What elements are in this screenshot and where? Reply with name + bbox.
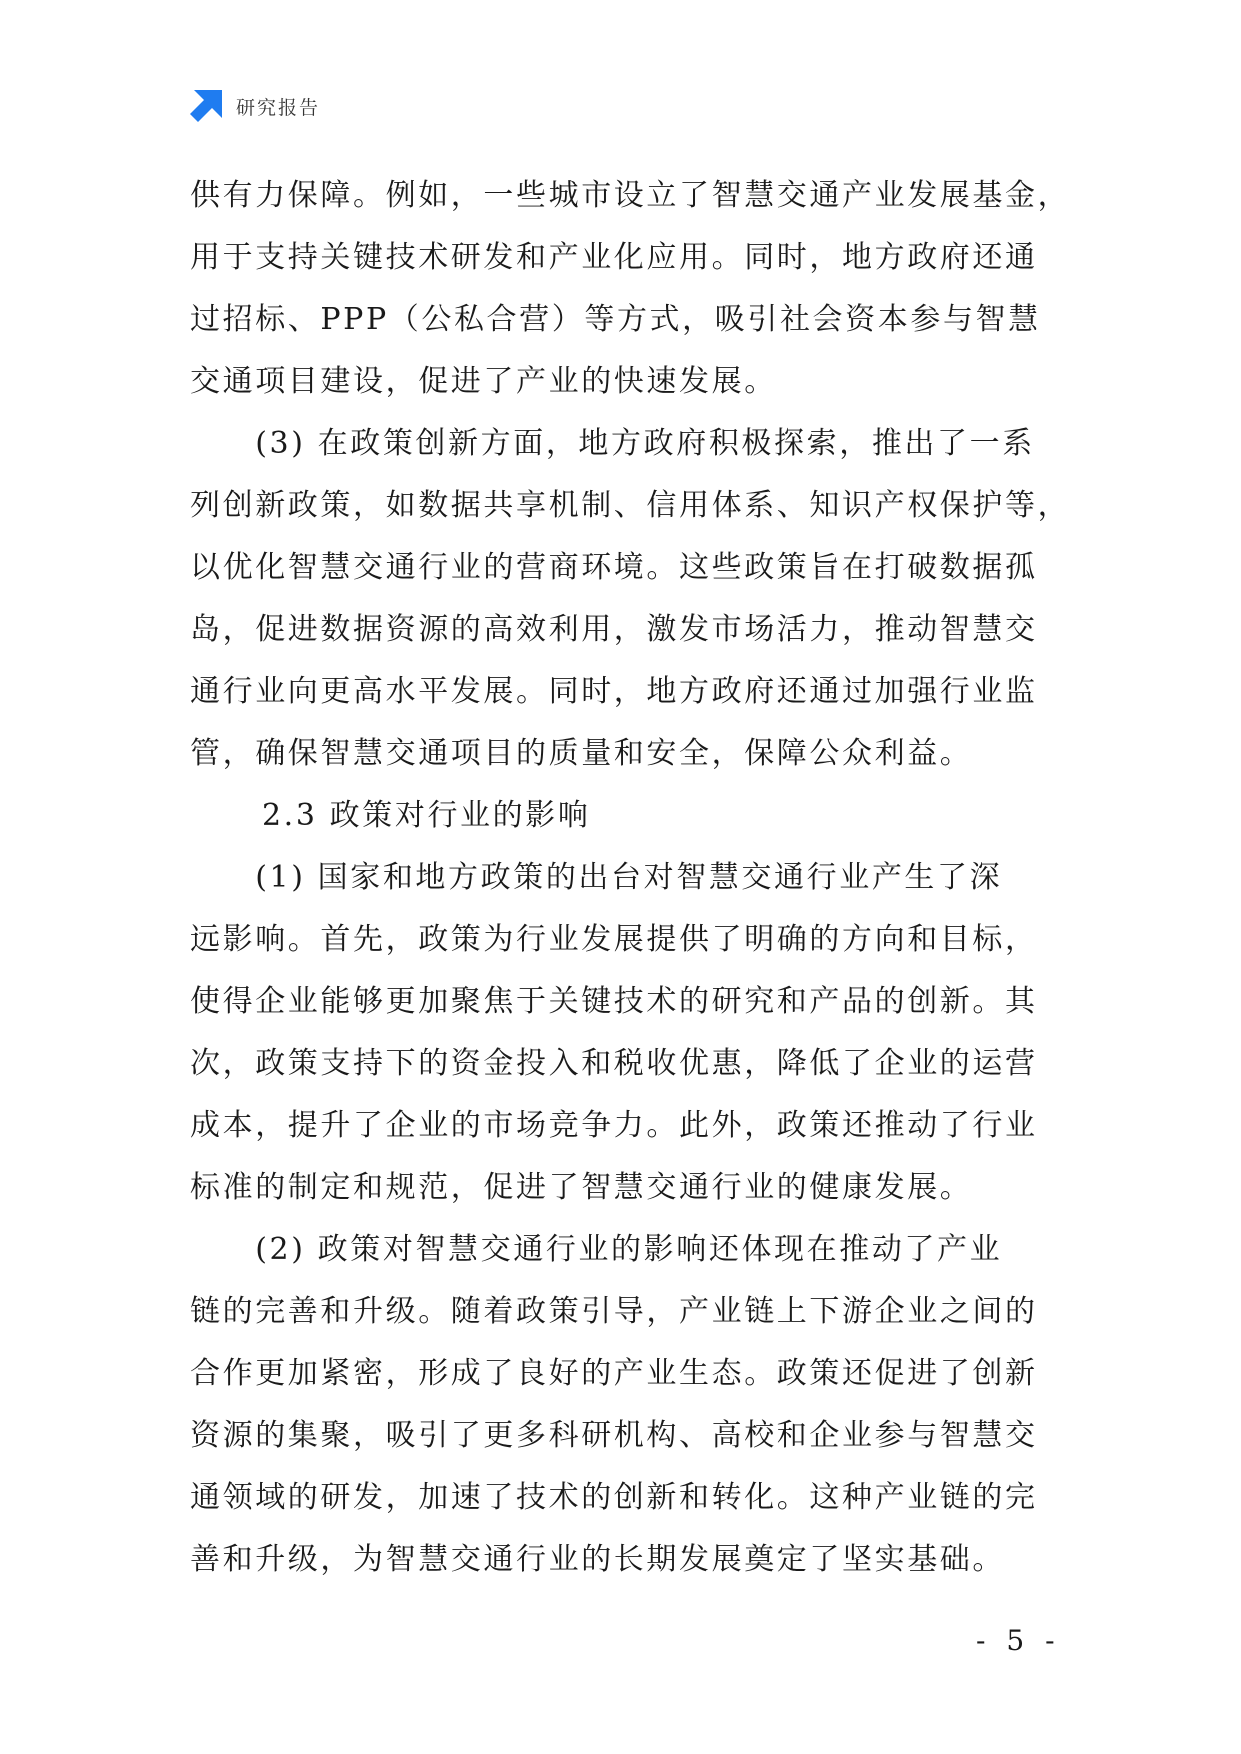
text-line: 岛，促进数据资源的高效利用，激发市场活力，推动智慧交	[190, 612, 1038, 647]
text-line: 通领域的研发，加速了技术的创新和转化。这种产业链的完	[190, 1480, 1038, 1515]
arrow-up-right-icon	[190, 90, 222, 122]
text-line: 以优化智慧交通行业的营商环境。这些政策旨在打破数据孤	[190, 550, 1038, 585]
text-line: 远影响。首先，政策为行业发展提供了明确的方向和目标，	[190, 922, 1038, 957]
text-line: 次，政策支持下的资金投入和税收优惠，降低了企业的运营	[190, 1046, 1038, 1081]
section-heading: 2.3 政策对行业的影响	[262, 798, 591, 833]
text-line: 善和升级，为智慧交通行业的长期发展奠定了坚实基础。	[190, 1542, 1005, 1577]
page-number: - 5 -	[976, 1624, 1061, 1657]
text-line: 管，确保智慧交通项目的质量和安全，保障公众利益。	[190, 736, 973, 771]
text-line: 交通项目建设，促进了产业的快速发展。	[190, 364, 777, 399]
text-line: (1) 国家和地方政策的出台对智慧交通行业产生了深	[190, 860, 1003, 895]
report-header	[190, 88, 320, 124]
text-line: 资源的集聚，吸引了更多科研机构、高校和企业参与智慧交	[190, 1418, 1038, 1453]
text-line: 过招标、PPP（公私合营）等方式，吸引社会资本参与智慧	[190, 302, 1041, 337]
text-line: 标准的制定和规范，促进了智慧交通行业的健康发展。	[190, 1170, 973, 1205]
header-title: 研究报告	[236, 96, 321, 119]
text-line: 供有力保障。例如，一些城市设立了智慧交通产业发展基金，	[190, 178, 1071, 213]
text-line: 合作更加紧密，形成了良好的产业生态。政策还促进了创新	[190, 1356, 1038, 1391]
text-line: 使得企业能够更加聚焦于关键技术的研究和产品的创新。其	[190, 984, 1038, 1019]
text-line: (2) 政策对智慧交通行业的影响还体现在推动了产业	[190, 1232, 1003, 1267]
text-line: 成本，提升了企业的市场竞争力。此外，政策还推动了行业	[190, 1108, 1038, 1143]
text-line: 链的完善和升级。随着政策引导，产业链上下游企业之间的	[190, 1294, 1038, 1329]
text-line: (3) 在政策创新方面，地方政府积极探索，推出了一系	[190, 426, 1035, 461]
text-line: 列创新政策，如数据共享机制、信用体系、知识产权保护等，	[190, 488, 1071, 523]
text-line: 通行业向更高水平发展。同时，地方政府还通过加强行业监	[190, 674, 1038, 709]
document-body	[190, 165, 1071, 1591]
text-line: 用于支持关键技术研发和产业化应用。同时，地方政府还通	[190, 240, 1038, 275]
